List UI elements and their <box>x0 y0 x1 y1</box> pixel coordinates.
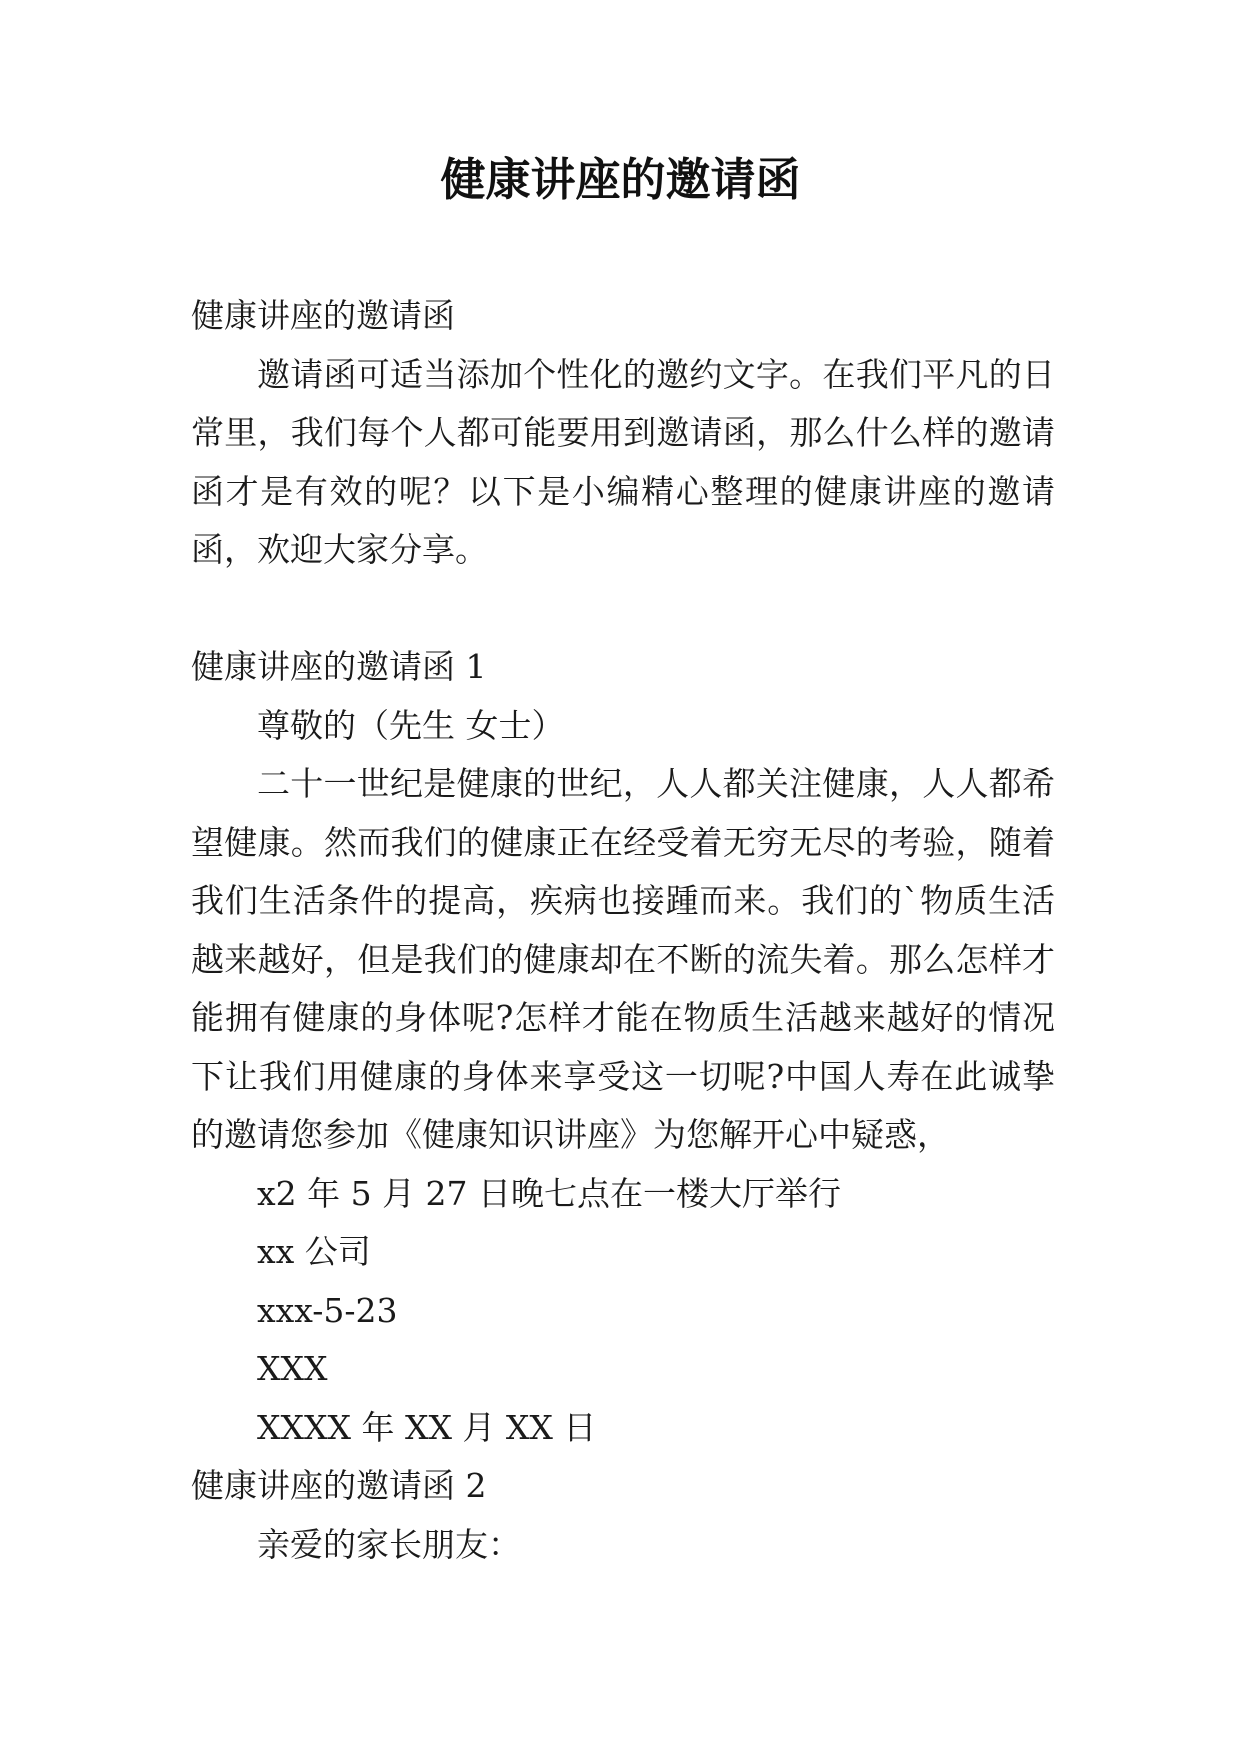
section1-paragraph-line: 我们生活条件的提高，疾病也接踵而来。我们的`物质生活 <box>191 881 1055 920</box>
intro-paragraph <box>191 346 1055 580</box>
signature: XXX <box>257 1349 328 1388</box>
intro-heading: 健康讲座的邀请函 <box>191 296 455 335</box>
section1-paragraph-line: 下让我们用健康的身体来享受这一切呢?中国人寿在此诚挚 <box>191 1056 1055 1096</box>
section1-heading: 健康讲座的邀请函 1 <box>191 647 487 686</box>
section1-paragraph-line: 越来越好，但是我们的健康却在不断的流失着。那么怎样才 <box>191 939 1055 979</box>
document-title: 健康讲座的邀请函 <box>440 153 801 206</box>
event-time: x2 年 5 月 27 日晚七点在一楼大厅举行 <box>257 1173 842 1213</box>
section1-paragraph-line: 能拥有健康的身体呢?怎样才能在物质生活越来越好的情况 <box>191 998 1055 1037</box>
paragraph-spacer <box>191 580 1055 639</box>
section1-paragraph <box>191 755 1055 1165</box>
document-body <box>191 287 1055 1574</box>
company-name: xx 公司 <box>257 1232 371 1271</box>
section1-paragraph-line: 望健康。然而我们的健康正在经受着无穷无尽的考验，随着 <box>191 822 1055 862</box>
intro-paragraph-line: 常里，我们每个人都可能要用到邀请函，那么什么样的邀请 <box>191 413 1055 452</box>
intro-paragraph-line: 函，欢迎大家分享。 <box>191 530 488 569</box>
section2-salutation: 亲爱的家长朋友： <box>257 1524 521 1564</box>
section1-salutation: 尊敬的（先生 女士） <box>257 705 565 745</box>
letter-date: xxx-5-23 <box>257 1290 398 1330</box>
section1-paragraph-line: 二十一世纪是健康的世纪，人人都关注健康，人人都希 <box>257 764 1055 803</box>
section2-heading: 健康讲座的邀请函 2 <box>191 1466 487 1505</box>
section1-paragraph-line: 的邀请您参加《健康知识讲座》为您解开心中疑惑， <box>191 1115 950 1154</box>
intro-paragraph-line: 函才是有效的呢？以下是小编精心整理的健康讲座的邀请 <box>191 471 1055 511</box>
intro-paragraph-line: 邀请函可适当添加个性化的邀约文字。在我们平凡的日 <box>257 354 1055 394</box>
signature-date: XXXX 年 XX 月 XX 日 <box>257 1407 597 1447</box>
